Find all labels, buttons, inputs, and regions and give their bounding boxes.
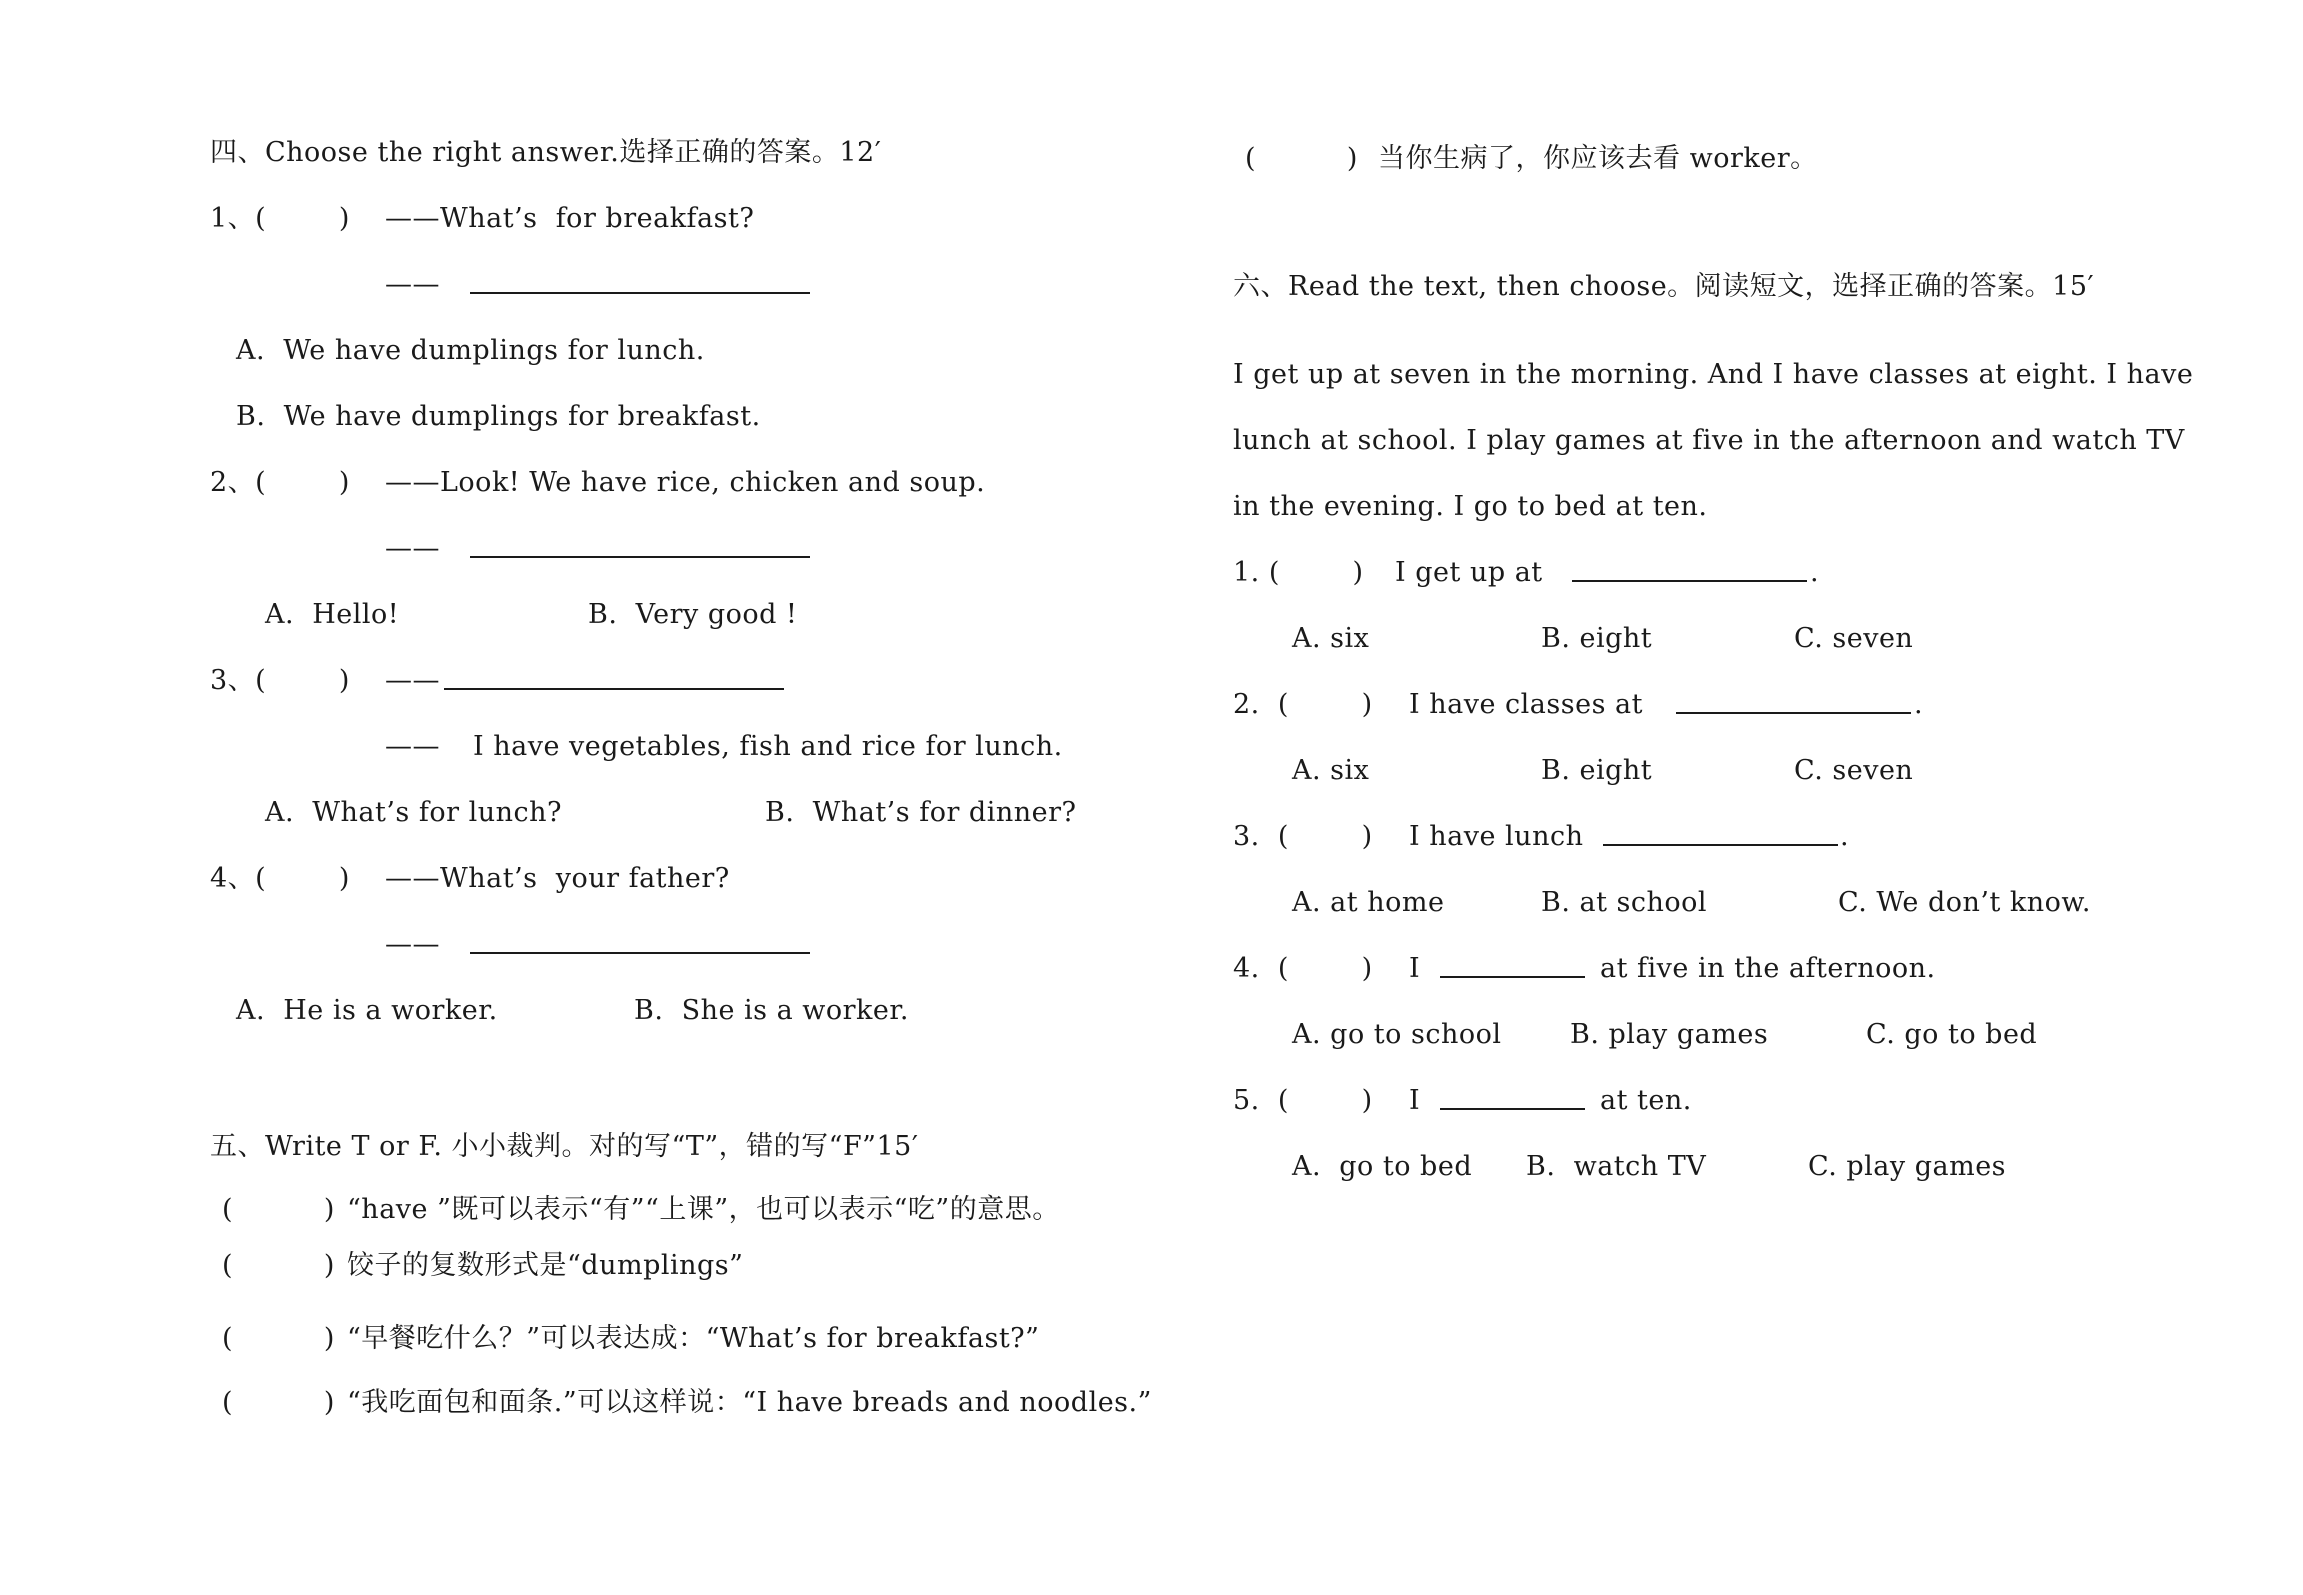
q3-answer: I have vegetables, fish and rice for lunch. bbox=[473, 731, 1063, 762]
r2-blank[interactable] bbox=[1676, 688, 1911, 723]
r1-option-b: B. eight bbox=[1541, 623, 1653, 654]
q1-answer-blank[interactable] bbox=[470, 268, 810, 303]
r1-blank[interactable] bbox=[1572, 556, 1807, 591]
q2-number: 2、( ) bbox=[210, 467, 350, 498]
r3-option-c: C. We don’t know. bbox=[1838, 887, 2091, 918]
q1-dash: —— bbox=[385, 269, 440, 300]
r1-number: 1. ( ) bbox=[1233, 557, 1364, 588]
tf2-paren[interactable]: ( ) bbox=[222, 1250, 335, 1281]
r4-end: at five in the afternoon. bbox=[1600, 953, 1936, 984]
r5-option-b: B. watch TV bbox=[1526, 1151, 1707, 1182]
q3-option-b: B. What’s for dinner? bbox=[765, 797, 1077, 828]
r3-stem: I have lunch bbox=[1409, 821, 1584, 852]
tf4-statement: “我吃面包和面条.”可以这样说：“I have breads and noodles.” bbox=[347, 1387, 1152, 1418]
section-5-heading: 五、Write T or F. 小小裁判。对的写“T”，错的写“F”15′ bbox=[210, 1131, 919, 1162]
passage-line-1: I get up at seven in the morning. And I have classes at eight. I have bbox=[1233, 359, 2194, 390]
r3-option-b: B. at school bbox=[1541, 887, 1708, 918]
q2-option-a: A. Hello! bbox=[265, 599, 400, 630]
q2-question: ——Look! We have rice, chicken and soup. bbox=[385, 467, 986, 498]
r1-option-a: A. six bbox=[1292, 623, 1370, 654]
q3-option-a: A. What’s for lunch? bbox=[265, 797, 562, 828]
tf1-paren[interactable]: ( ) bbox=[222, 1194, 335, 1225]
r5-end: at ten. bbox=[1600, 1085, 1692, 1116]
r5-number: 5. ( ) bbox=[1233, 1085, 1373, 1116]
passage-line-3: in the evening. I go to bed at ten. bbox=[1233, 491, 1708, 522]
r5-option-a: A. go to bed bbox=[1292, 1151, 1473, 1182]
q4-answer-blank[interactable] bbox=[470, 928, 810, 963]
q2-option-b: B. Very good ! bbox=[588, 599, 798, 630]
q4-number: 4、( ) bbox=[210, 863, 350, 894]
q1-option-b: B. We have dumplings for breakfast. bbox=[236, 401, 761, 432]
r2-stem: I have classes at bbox=[1409, 689, 1643, 720]
q4-option-a: A. He is a worker. bbox=[236, 995, 498, 1026]
r5-stem: I bbox=[1409, 1085, 1421, 1116]
tf1-statement: “have ”既可以表示“有”“上课”，也可以表示“吃”的意思。 bbox=[347, 1194, 1060, 1225]
q2-dash: —— bbox=[385, 533, 440, 564]
q3-dash: —— bbox=[385, 731, 440, 762]
q3-question-blank[interactable] bbox=[444, 664, 784, 699]
r5-option-c: C. play games bbox=[1808, 1151, 2007, 1182]
q1-number: 1、( ) bbox=[210, 203, 350, 234]
r2-option-b: B. eight bbox=[1541, 755, 1653, 786]
q3-question-dash: —— bbox=[385, 665, 440, 696]
tf5-statement: 当你生病了，你应该去看 worker。 bbox=[1378, 143, 1818, 174]
r3-number: 3. ( ) bbox=[1233, 821, 1373, 852]
q1-option-a: A. We have dumplings for lunch. bbox=[236, 335, 705, 366]
tf2-statement: 饺子的复数形式是“dumplings” bbox=[347, 1250, 744, 1281]
section-4-heading: 四、Choose the right answer.选择正确的答案。12′ bbox=[210, 137, 882, 168]
q4-question: ——What’s your father? bbox=[385, 863, 730, 894]
r1-option-c: C. seven bbox=[1794, 623, 1914, 654]
r2-option-a: A. six bbox=[1292, 755, 1370, 786]
r2-option-c: C. seven bbox=[1794, 755, 1914, 786]
q4-option-b: B. She is a worker. bbox=[634, 995, 909, 1026]
r2-end: . bbox=[1914, 689, 1924, 720]
r3-blank[interactable] bbox=[1603, 820, 1838, 855]
r1-stem: I get up at bbox=[1395, 557, 1543, 588]
q2-answer-blank[interactable] bbox=[470, 532, 810, 567]
r4-blank[interactable] bbox=[1440, 952, 1585, 987]
tf5-paren[interactable]: ( ) bbox=[1245, 143, 1358, 174]
q1-question: ——What’s for breakfast? bbox=[385, 203, 755, 234]
r4-stem: I bbox=[1409, 953, 1421, 984]
tf3-paren[interactable]: ( ) bbox=[222, 1323, 335, 1354]
r4-option-c: C. go to bed bbox=[1866, 1019, 2038, 1050]
q4-dash: —— bbox=[385, 929, 440, 960]
q3-number: 3、( ) bbox=[210, 665, 350, 696]
r2-number: 2. ( ) bbox=[1233, 689, 1373, 720]
r4-option-b: B. play games bbox=[1570, 1019, 1769, 1050]
r3-option-a: A. at home bbox=[1292, 887, 1445, 918]
r4-option-a: A. go to school bbox=[1292, 1019, 1502, 1050]
r3-end: . bbox=[1840, 821, 1850, 852]
passage-line-2: lunch at school. I play games at five in the afternoon and watch TV bbox=[1233, 425, 2185, 456]
tf3-statement: “早餐吃什么？”可以表达成：“What’s for breakfast?” bbox=[347, 1323, 1040, 1354]
r4-number: 4. ( ) bbox=[1233, 953, 1373, 984]
r5-blank[interactable] bbox=[1440, 1084, 1585, 1119]
r1-end: . bbox=[1810, 557, 1820, 588]
tf4-paren[interactable]: ( ) bbox=[222, 1387, 335, 1418]
section-6-heading: 六、Read the text, then choose。阅读短文，选择正确的答案。15′ bbox=[1233, 271, 2095, 302]
